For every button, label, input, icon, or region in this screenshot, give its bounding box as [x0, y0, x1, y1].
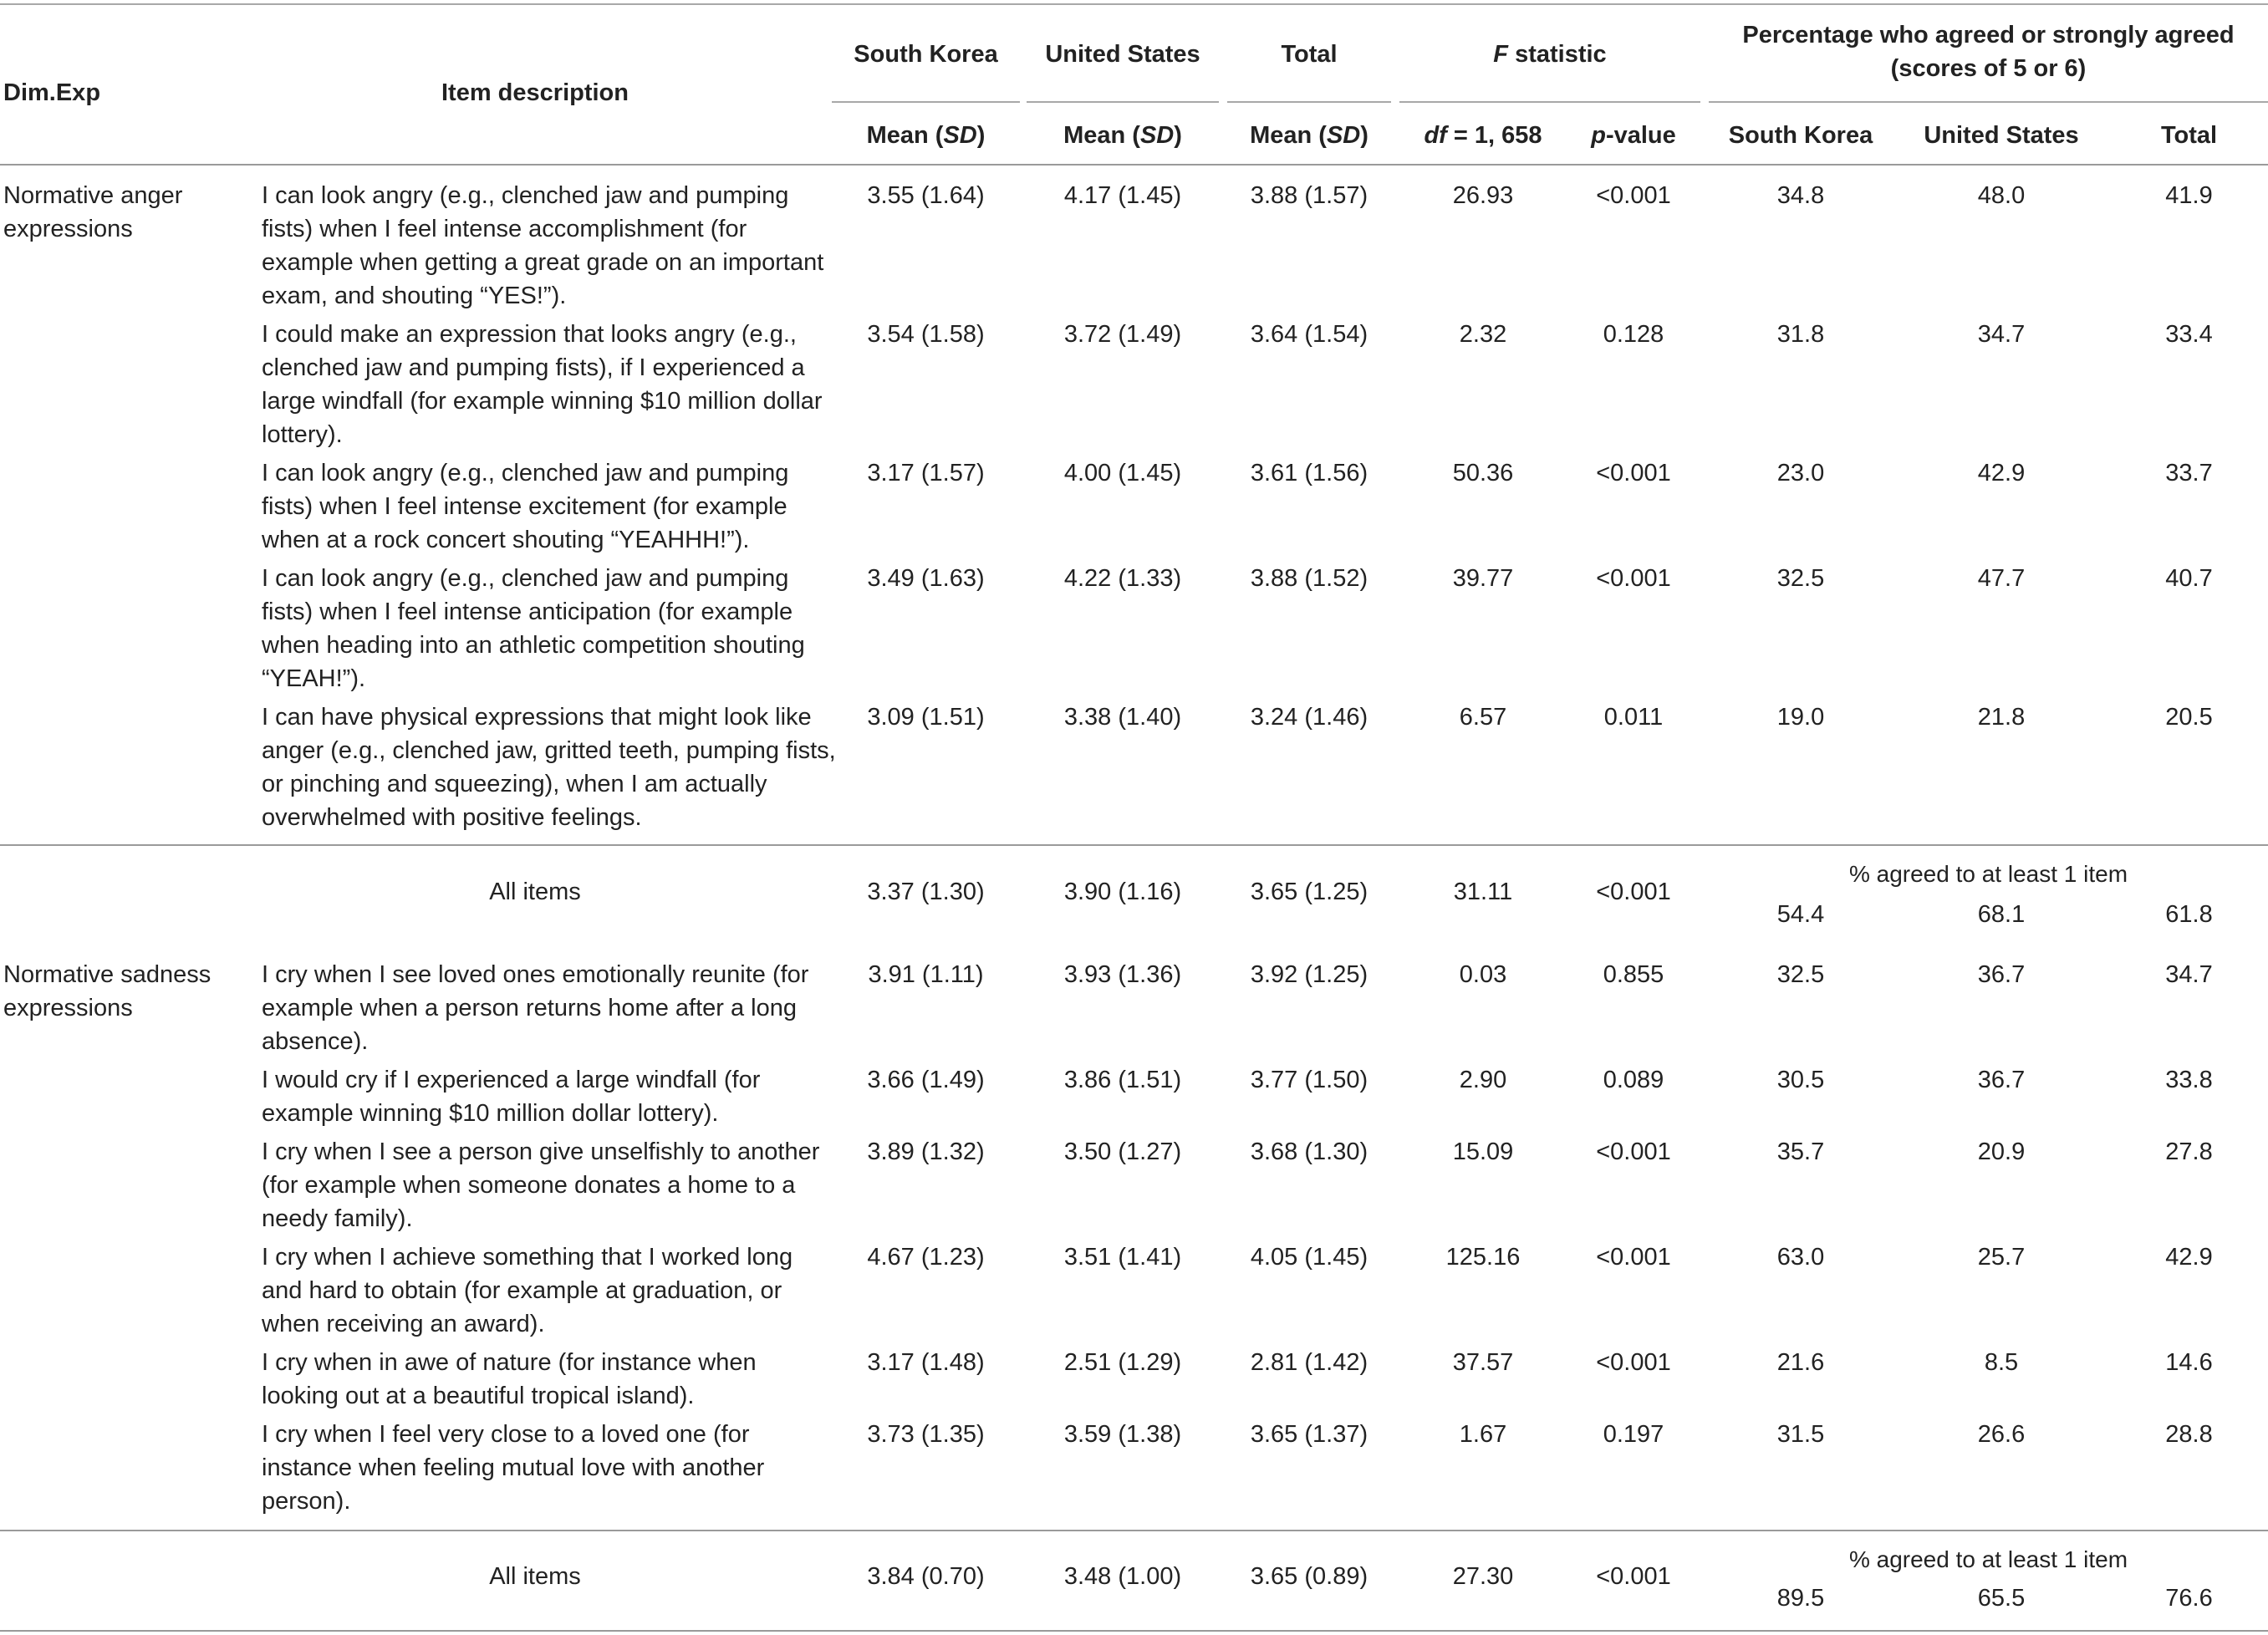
summary-total-mean: 3.65 (0.89) [1250, 1563, 1368, 1590]
cell-pct-south-korea: 31.8 [1776, 321, 1825, 348]
header-f-statistic [1399, 38, 1700, 71]
section-label-sadness-line2: expressions [3, 995, 133, 1021]
cell-p-value: <0.001 [1596, 460, 1671, 486]
summary-pct-total: 76.6 [2165, 1585, 2213, 1612]
summary-pct-united-states: 68.1 [1977, 901, 2026, 928]
cell-pct-united-states: 47.7 [1977, 565, 2026, 592]
cell-p-value: 0.197 [1603, 1421, 1664, 1448]
cell-pct-south-korea: 63.0 [1776, 1244, 1825, 1271]
cell-pct-south-korea: 34.8 [1776, 182, 1825, 209]
item-description: I cry when I achieve something that I worked long and hard to obtain (for example at graduation, or when receiving an award). [262, 1244, 793, 1337]
subheader-rule-percentage [1709, 101, 2268, 103]
close-paren: ) [976, 122, 986, 149]
df-value: = 1, 658 [1446, 122, 1542, 149]
cell-p-value: <0.001 [1596, 1244, 1671, 1271]
subheader-mean-sd-south-korea [832, 119, 1020, 152]
cell-pct-total: 42.9 [2165, 1244, 2213, 1271]
summary-south-korea-mean: 3.84 (0.70) [867, 1563, 985, 1590]
cell-pct-united-states: 36.7 [1977, 961, 2026, 988]
p-symbol: p [1591, 122, 1606, 149]
header-item-description: Item description [441, 79, 629, 106]
summary-pct-south-korea: 54.4 [1776, 901, 1825, 928]
f-statistic-label: statistic [1508, 41, 1607, 68]
cell-f-value: 15.09 [1452, 1138, 1514, 1165]
cell-p-value: 0.089 [1603, 1067, 1664, 1093]
item-description: I can look angry (e.g., clenched jaw and pumping fists) when I feel intense accomplishment (for example when getting a great grade on an important exam, and shouting “YES!”). [262, 182, 824, 309]
cell-total-mean: 3.24 (1.46) [1250, 704, 1368, 731]
summary-united-states-mean: 3.48 (1.00) [1063, 1563, 1182, 1590]
cell-pct-total: 40.7 [2165, 565, 2213, 592]
cell-united-states-mean: 3.86 (1.51) [1063, 1067, 1182, 1093]
subheader-pct-south-korea: South Korea [1728, 122, 1873, 149]
cell-f-value: 2.32 [1459, 321, 1507, 348]
cell-total-mean: 2.81 (1.42) [1250, 1349, 1368, 1376]
cell-pct-total: 28.8 [2165, 1421, 2213, 1448]
cell-pct-south-korea: 21.6 [1776, 1349, 1825, 1376]
cell-total-mean: 3.68 (1.30) [1250, 1138, 1368, 1165]
cell-pct-united-states: 42.9 [1977, 460, 2026, 486]
cell-f-value: 26.93 [1452, 182, 1514, 209]
subheader-rule-total [1227, 101, 1391, 103]
cell-pct-south-korea: 32.5 [1776, 961, 1825, 988]
df-symbol: df [1424, 122, 1447, 149]
cell-pct-total: 20.5 [2165, 704, 2213, 731]
cell-total-mean: 3.64 (1.54) [1250, 321, 1368, 348]
cell-pct-united-states: 26.6 [1977, 1421, 2026, 1448]
subheader-mean-sd-total [1227, 119, 1391, 152]
f-symbol: F [1493, 41, 1509, 68]
cell-united-states-mean: 4.00 (1.45) [1063, 460, 1182, 486]
cell-united-states-mean: 3.50 (1.27) [1063, 1138, 1182, 1165]
cell-south-korea-mean: 4.67 (1.23) [867, 1244, 985, 1271]
table-top-rule [0, 3, 2268, 5]
subheader-pct-total: Total [2160, 122, 2218, 149]
summary-label: All items [489, 879, 581, 905]
cell-f-value: 6.57 [1459, 704, 1507, 731]
cell-p-value: 0.855 [1603, 961, 1664, 988]
header-dim-exp: Dim.Exp [3, 79, 101, 106]
cell-pct-south-korea: 35.7 [1776, 1138, 1825, 1165]
cell-pct-total: 33.8 [2165, 1067, 2213, 1093]
item-description: I can look angry (e.g., clenched jaw and pumping fists) when I feel intense anticipation (for example when heading into an athletic competition shouting “YEAH!”). [262, 565, 805, 692]
cell-pct-south-korea: 19.0 [1776, 704, 1825, 731]
item-description: I cry when in awe of nature (for instance when looking out at a beautiful tropical island). [262, 1349, 757, 1409]
subheader-df [1399, 119, 1567, 152]
cell-pct-total: 14.6 [2165, 1349, 2213, 1376]
cell-south-korea-mean: 3.55 (1.64) [867, 182, 985, 209]
summary-total-mean: 3.65 (1.25) [1250, 879, 1368, 905]
mean-label: Mean ( [1063, 122, 1140, 149]
cell-south-korea-mean: 3.09 (1.51) [867, 704, 985, 731]
item-description: I cry when I see loved ones emotionally reunite (for example when a person returns home after a long absence). [262, 961, 809, 1055]
header-percentage-line1: Percentage who agreed or strongly agreed [1742, 22, 2235, 48]
cell-pct-united-states: 36.7 [1977, 1067, 2026, 1093]
cell-pct-south-korea: 31.5 [1776, 1421, 1825, 1448]
table-bottom-rule [0, 1630, 2268, 1632]
cell-f-value: 39.77 [1452, 565, 1514, 592]
cell-total-mean: 3.92 (1.25) [1250, 961, 1368, 988]
summary-note: % agreed to at least 1 item [1848, 861, 2128, 887]
cell-pct-united-states: 20.9 [1977, 1138, 2026, 1165]
section-label-anger-line1: Normative anger [3, 182, 183, 209]
cell-south-korea-mean: 3.89 (1.32) [867, 1138, 985, 1165]
section-divider-rule-2 [0, 1530, 2268, 1531]
summary-pct-united-states: 65.5 [1977, 1585, 2026, 1612]
summary-p-value: <0.001 [1596, 879, 1671, 905]
cell-p-value: <0.001 [1596, 1138, 1671, 1165]
subheader-mean-sd-united-states [1027, 119, 1219, 152]
sd-label: SD [943, 122, 977, 149]
cell-pct-south-korea: 30.5 [1776, 1067, 1825, 1093]
cell-f-value: 37.57 [1452, 1349, 1514, 1376]
cell-p-value: 0.011 [1603, 704, 1664, 731]
cell-f-value: 125.16 [1445, 1244, 1521, 1271]
cell-f-value: 0.03 [1459, 961, 1507, 988]
sd-label: SD [1326, 122, 1361, 149]
p-value-label: -value [1605, 122, 1676, 149]
cell-united-states-mean: 3.72 (1.49) [1063, 321, 1182, 348]
cell-p-value: <0.001 [1596, 1349, 1671, 1376]
cell-south-korea-mean: 3.17 (1.57) [867, 460, 985, 486]
cell-pct-united-states: 48.0 [1977, 182, 2026, 209]
cell-south-korea-mean: 3.17 (1.48) [867, 1349, 985, 1376]
cell-total-mean: 3.88 (1.57) [1250, 182, 1368, 209]
cell-pct-united-states: 8.5 [1984, 1349, 2019, 1376]
cell-pct-united-states: 34.7 [1977, 321, 2026, 348]
cell-f-value: 1.67 [1459, 1421, 1507, 1448]
mean-label: Mean ( [1250, 122, 1327, 149]
mean-label: Mean ( [866, 122, 944, 149]
item-description: I would cry if I experienced a large windfall (for example winning $10 million dollar lottery). [262, 1067, 761, 1127]
cell-pct-total: 41.9 [2165, 182, 2213, 209]
cell-united-states-mean: 4.22 (1.33) [1063, 565, 1182, 592]
summary-pct-total: 61.8 [2165, 901, 2213, 928]
subheader-p-value [1567, 119, 1700, 152]
subheader-rule-united-states [1027, 101, 1219, 103]
header-bottom-rule [0, 164, 2268, 166]
cell-united-states-mean: 3.59 (1.38) [1063, 1421, 1182, 1448]
subheader-pct-united-states: United States [1924, 122, 2079, 149]
cell-pct-south-korea: 23.0 [1776, 460, 1825, 486]
cell-total-mean: 3.88 (1.52) [1250, 565, 1368, 592]
cell-united-states-mean: 4.17 (1.45) [1063, 182, 1182, 209]
cell-p-value: 0.128 [1603, 321, 1664, 348]
header-south-korea: South Korea [854, 41, 998, 68]
summary-p-value: <0.001 [1596, 1563, 1671, 1590]
cell-pct-united-states: 25.7 [1977, 1244, 2026, 1271]
cell-p-value: <0.001 [1596, 565, 1671, 592]
summary-pct-south-korea: 89.5 [1776, 1585, 1825, 1612]
section-label-anger-line2: expressions [3, 216, 133, 242]
cell-pct-south-korea: 32.5 [1776, 565, 1825, 592]
cell-total-mean: 3.65 (1.37) [1250, 1421, 1368, 1448]
cell-f-value: 2.90 [1459, 1067, 1507, 1093]
cell-f-value: 50.36 [1452, 460, 1514, 486]
cell-total-mean: 3.61 (1.56) [1250, 460, 1368, 486]
cell-united-states-mean: 3.51 (1.41) [1063, 1244, 1182, 1271]
cell-pct-united-states: 21.8 [1977, 704, 2026, 731]
summary-united-states-mean: 3.90 (1.16) [1063, 879, 1182, 905]
cell-total-mean: 3.77 (1.50) [1250, 1067, 1368, 1093]
cell-pct-total: 34.7 [2165, 961, 2213, 988]
header-total: Total [1281, 41, 1338, 68]
cell-united-states-mean: 3.38 (1.40) [1063, 704, 1182, 731]
cell-south-korea-mean: 3.73 (1.35) [867, 1421, 985, 1448]
summary-f-value: 27.30 [1452, 1563, 1514, 1590]
header-percentage-line2: (scores of 5 or 6) [1890, 55, 2087, 82]
cell-south-korea-mean: 3.91 (1.11) [868, 961, 984, 988]
item-description: I can look angry (e.g., clenched jaw and pumping fists) when I feel intense excitement (for example when at a rock concert shouting “YEAHHH!”). [262, 460, 789, 553]
cell-total-mean: 4.05 (1.45) [1250, 1244, 1368, 1271]
close-paren: ) [1174, 122, 1182, 149]
subheader-rule-f-statistic [1399, 101, 1700, 103]
header-united-states: United States [1045, 41, 1200, 68]
item-description: I can have physical expressions that might look like anger (e.g., clenched jaw, gritted teeth, pumping fists, or pinching and squeezing), when I am actually overwhelmed with positive feelings. [262, 704, 836, 831]
cell-pct-total: 33.7 [2165, 460, 2213, 486]
cell-south-korea-mean: 3.49 (1.63) [867, 565, 985, 592]
summary-south-korea-mean: 3.37 (1.30) [867, 879, 985, 905]
section-label-sadness-line1: Normative sadness [3, 961, 212, 988]
summary-f-value: 31.11 [1453, 879, 1513, 905]
cell-south-korea-mean: 3.66 (1.49) [867, 1067, 985, 1093]
summary-note: % agreed to at least 1 item [1848, 1546, 2128, 1572]
close-paren: ) [1360, 122, 1368, 149]
cell-united-states-mean: 2.51 (1.29) [1063, 1349, 1182, 1376]
sd-label: SD [1139, 122, 1175, 149]
item-description: I could make an expression that looks angry (e.g., clenched jaw and pumping fists), if I experienced a large windfall (for example winning $10 million dollar lottery). [262, 321, 823, 448]
section-divider-rule [0, 844, 2268, 846]
cell-pct-total: 27.8 [2165, 1138, 2213, 1165]
cell-p-value: <0.001 [1596, 182, 1671, 209]
item-description: I cry when I see a person give unselfishly to another (for example when someone donates a home to a needy family). [262, 1138, 820, 1232]
summary-label: All items [489, 1563, 581, 1590]
item-description: I cry when I feel very close to a loved one (for instance when feeling mutual love with another person). [262, 1421, 765, 1515]
cell-south-korea-mean: 3.54 (1.58) [867, 321, 985, 348]
cell-pct-total: 33.4 [2165, 321, 2213, 348]
cell-united-states-mean: 3.93 (1.36) [1063, 961, 1182, 988]
subheader-rule-south-korea [832, 101, 1020, 103]
